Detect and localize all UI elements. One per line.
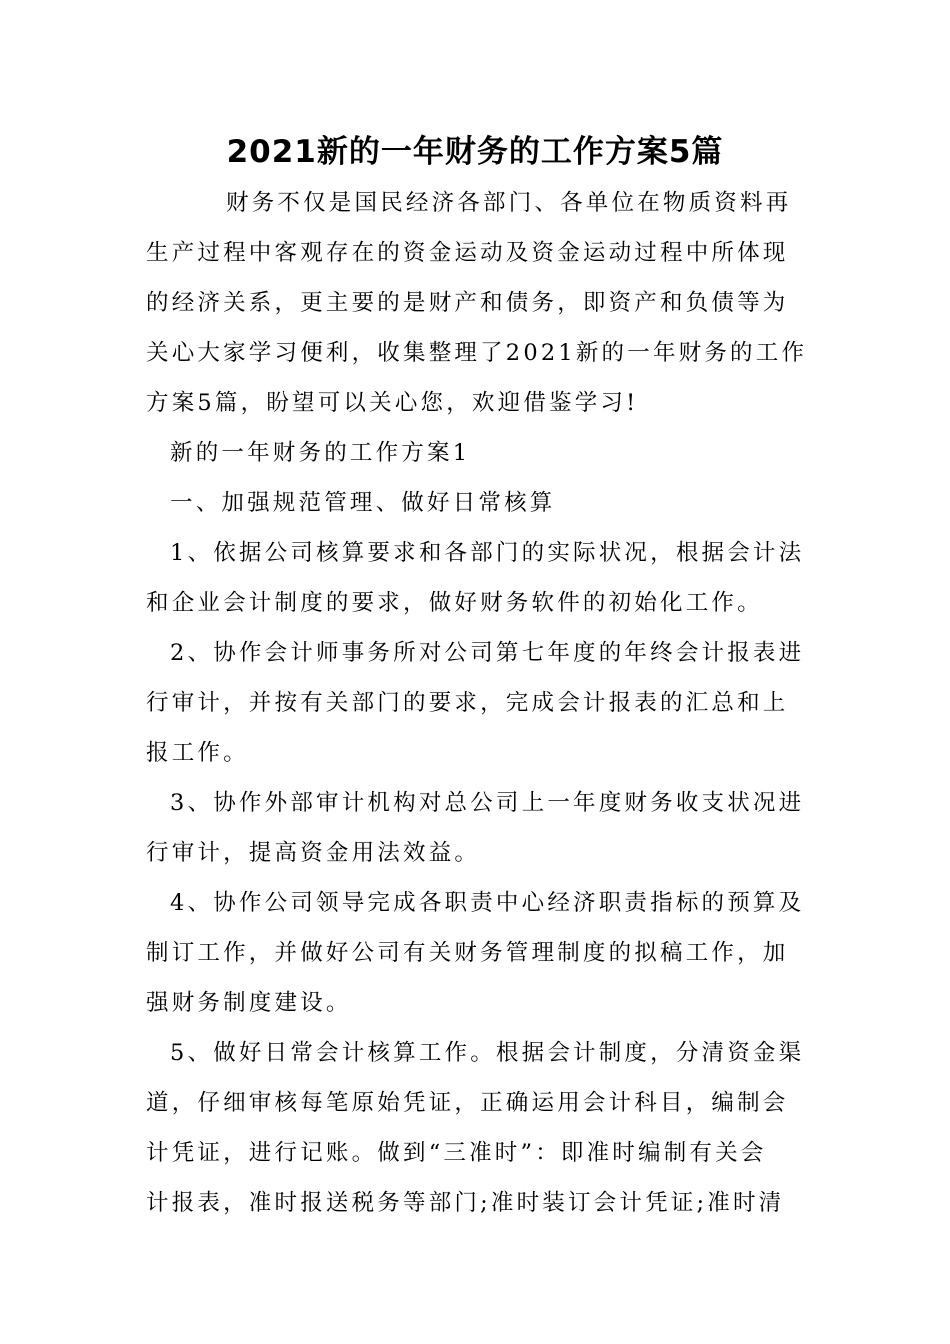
paragraph-line: 1、依据公司核算要求和各部门的实际状况，根据会计法	[170, 540, 805, 566]
paragraph-line: 行审计，并按有关部门的要求，完成会计报表的汇总和上	[146, 690, 789, 716]
paragraph-line: 生产过程中客观存在的资金运动及资金运动过程中所体现	[146, 240, 789, 266]
paragraph-line: 5、做好日常会计核算工作。根据会计制度，分清资金渠	[170, 1040, 805, 1066]
paragraph-line: 制订工作，并做好公司有关财务管理制度的拟稿工作，加	[146, 940, 789, 966]
paragraph-line: 财务不仅是国民经济各部门、各单位在物质资料再	[226, 190, 792, 216]
paragraph-line: 3、协作外部审计机构对总公司上一年度财务收支状况进	[170, 790, 805, 816]
paragraph-line: 报工作。	[146, 740, 249, 766]
section-heading: 新的一年财务的工作方案1	[170, 440, 471, 466]
section-heading: 一、加强规范管理、做好日常核算	[170, 490, 556, 516]
paragraph-line: 4、协作公司领导完成各职责中心经济职责指标的预算及	[170, 890, 805, 916]
document-title: 2021新的一年财务的工作方案5篇	[226, 134, 724, 170]
paragraph-line: 行审计，提高资金用法效益。	[146, 840, 481, 866]
paragraph-line: 的经济关系，更主要的是财产和债务，即资产和负债等为	[146, 290, 789, 316]
paragraph-line: 和企业会计制度的要求，做好财务软件的初始化工作。	[146, 590, 763, 616]
paragraph-line: 2、协作会计师事务所对公司第七年度的年终会计报表进	[170, 640, 805, 666]
paragraph-line: 关心大家学习便利，收集整理了2021新的一年财务的工作	[146, 340, 808, 366]
paragraph-line: 方案5篇，盼望可以关心您，欢迎借鉴学习!	[146, 390, 639, 416]
paragraph-line: 计报表，准时报送税务等部门;准时装订会计凭证;准时清	[146, 1190, 785, 1216]
paragraph-line: 道，仔细审核每笔原始凭证，正确运用会计科目，编制会	[146, 1090, 789, 1116]
paragraph-line: 计凭证，进行记账。做到“三准时”：即准时编制有关会	[146, 1140, 767, 1166]
paragraph-line: 强财务制度建设。	[146, 990, 352, 1016]
